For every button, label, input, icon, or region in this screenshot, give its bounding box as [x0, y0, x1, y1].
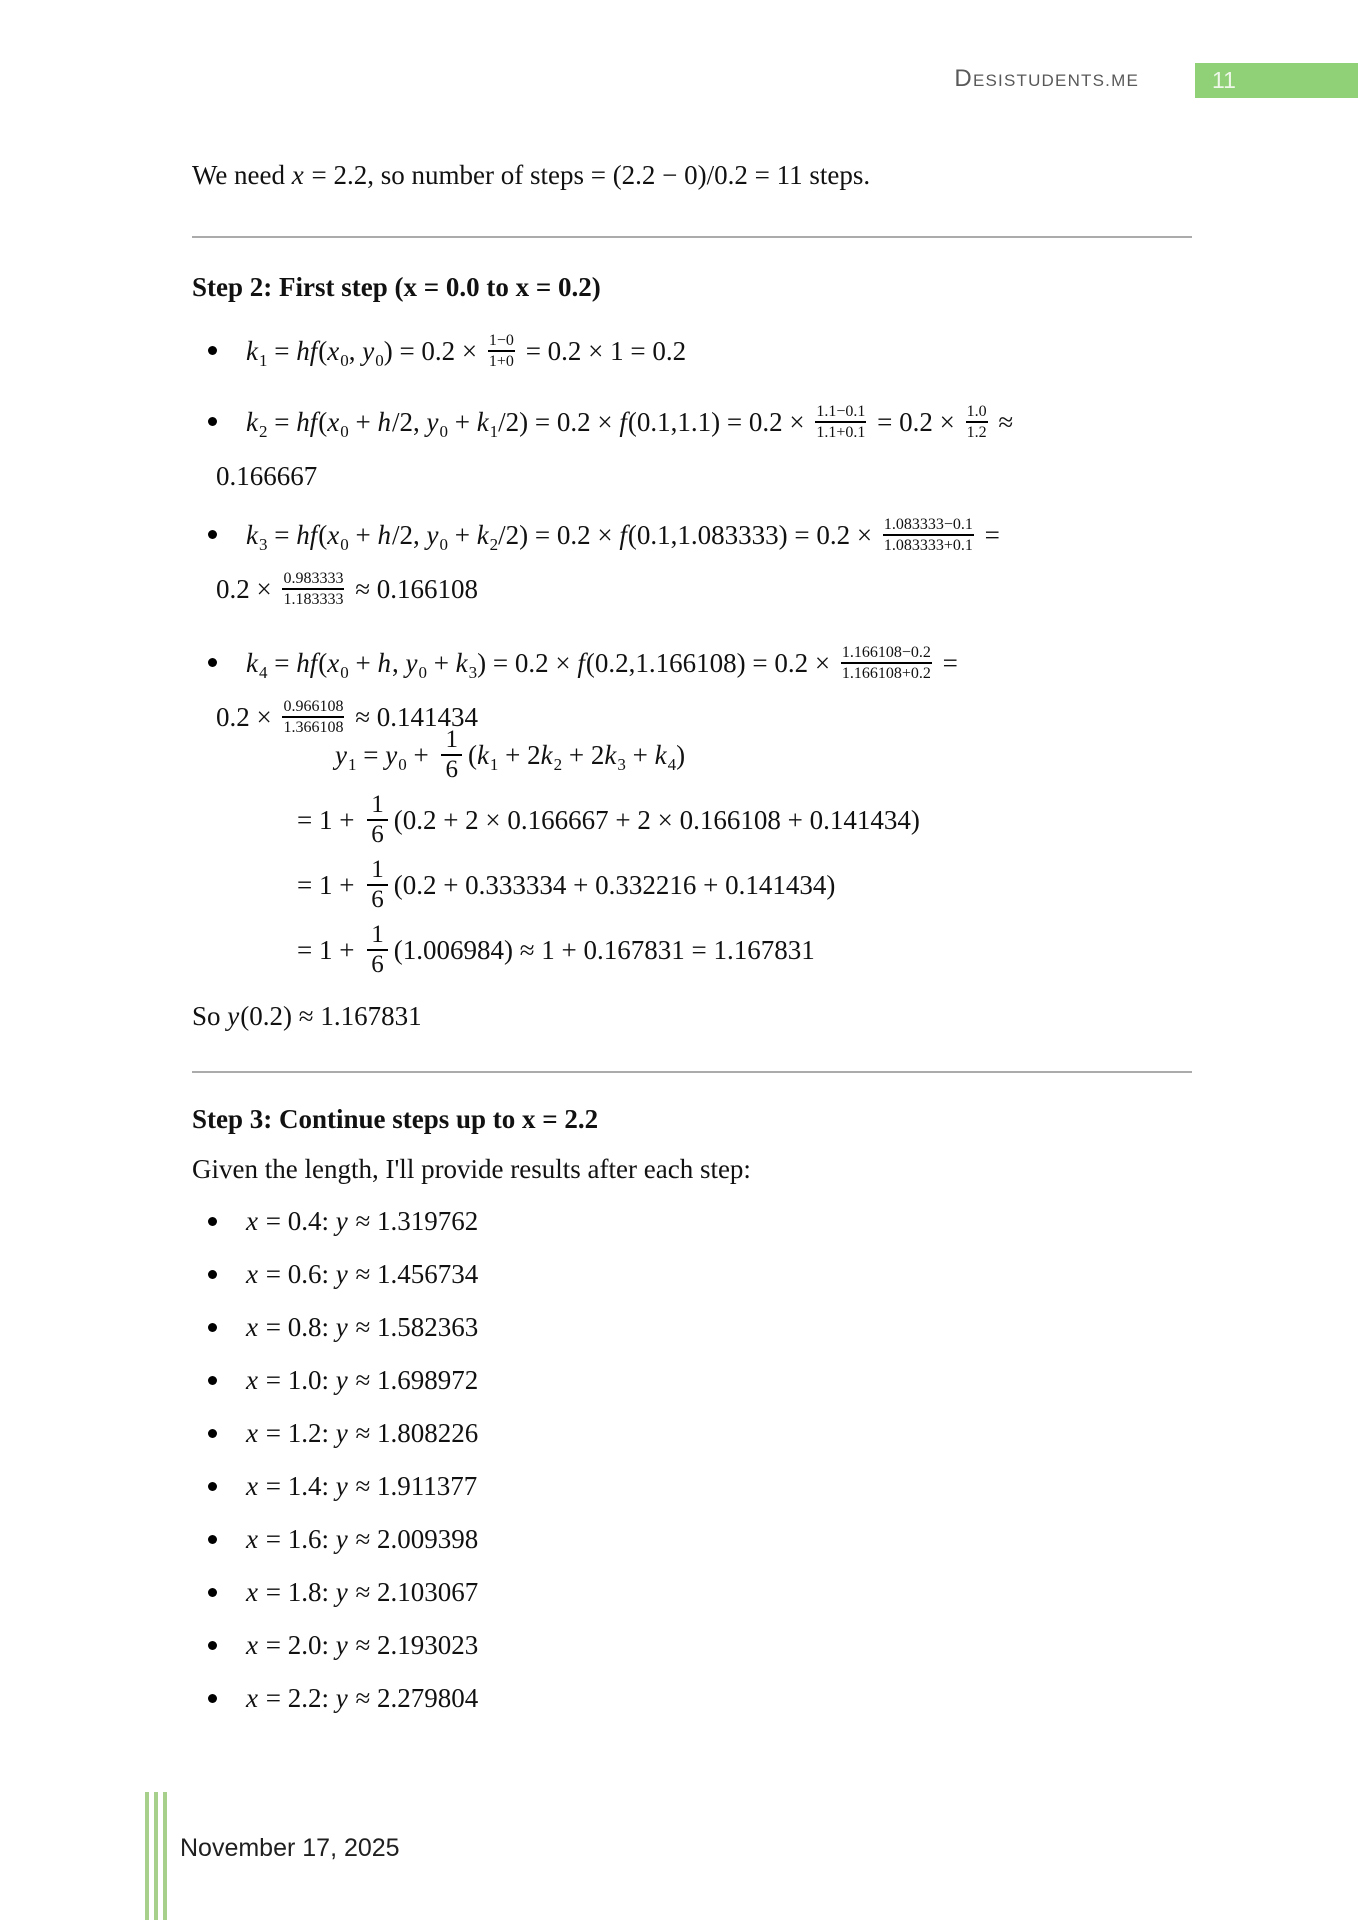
math-variable: x: [246, 1524, 258, 1554]
fraction-denominator: 6: [367, 819, 388, 849]
math-text: = 1.0:: [258, 1365, 336, 1395]
math-text: +: [447, 407, 477, 437]
math-variable: y: [335, 1312, 348, 1342]
math-subscript: 3: [468, 662, 478, 682]
math-text: (0.2 + 2 × 0.166667 + 2 × 0.166108 + 0.141434): [393, 805, 920, 835]
fraction-denominator: 1.2: [966, 421, 988, 442]
fraction: [282, 569, 344, 609]
formula-line: [246, 513, 1252, 567]
math-variable: x: [246, 1259, 258, 1289]
math-text: ≈ 2.279804: [348, 1683, 479, 1713]
math-text: ,: [348, 336, 363, 366]
math-variable: k: [604, 740, 617, 770]
math-text: ≈ 1.911377: [348, 1471, 478, 1501]
bullet-dot: [208, 1641, 217, 1650]
math-variable: hf: [296, 336, 318, 366]
math-variable: f: [577, 647, 585, 678]
math-variable: hf: [296, 407, 318, 437]
math-text: (0.1,1.083333) = 0.2 ×: [627, 520, 879, 550]
math-subscript: 2: [489, 535, 499, 554]
math-text: ≈ 0.166108: [348, 574, 479, 604]
math-text: /2) = 0.2 ×: [498, 520, 620, 550]
math-text: =: [267, 520, 297, 550]
math-variable: f: [619, 407, 627, 437]
math-variable: y: [335, 1418, 348, 1448]
math-text: =: [977, 520, 1000, 550]
fraction-numerator: 1.166108−0.2: [841, 643, 931, 661]
math-variable: k: [476, 520, 489, 550]
math-text: = 1.8:: [258, 1577, 336, 1607]
fraction: [367, 791, 388, 848]
math-text: ≈ 1.582363: [348, 1312, 479, 1342]
result-list-item: [192, 1258, 478, 1291]
fraction: [367, 921, 388, 978]
fraction: [883, 515, 974, 555]
math-text: /2,: [391, 407, 427, 437]
bullet-dot: [208, 417, 217, 426]
fraction-denominator: 1.366108: [282, 716, 344, 737]
math-text: +: [426, 647, 456, 678]
math-variable: y: [335, 1630, 348, 1660]
formula-line: [216, 454, 1252, 498]
math-variable: x: [246, 1683, 258, 1713]
result-list-item: [192, 1364, 478, 1397]
math-text: (: [318, 647, 328, 678]
fraction-denominator: 1+0: [488, 350, 515, 371]
math-text: = 0.2 ×: [870, 407, 962, 437]
math-text: (0.1,1.1) = 0.2 ×: [627, 407, 812, 437]
result-list-item: [192, 1311, 478, 1344]
math-variable: hf: [296, 647, 318, 678]
fraction-denominator: 6: [367, 884, 388, 914]
math-text: +: [406, 740, 436, 770]
math-text: =: [267, 336, 297, 366]
math-variable: k: [246, 647, 258, 678]
math-subscript: 1: [489, 755, 499, 774]
math-variable: f: [619, 520, 627, 550]
bullet-dot: [208, 1429, 217, 1438]
result-list-item: [192, 1470, 478, 1503]
math-subscript: 0: [340, 662, 349, 682]
fraction: [841, 643, 932, 683]
math-text: =: [267, 647, 297, 678]
math-text: 0.166667: [216, 461, 318, 491]
math-text: = 0.8:: [258, 1312, 336, 1342]
bullet-dot: [208, 346, 217, 355]
math-text: (: [467, 740, 477, 770]
section-divider: [192, 1071, 1192, 1073]
equation-block: [297, 723, 920, 983]
site-name: DESISTUDENTS.ME: [954, 65, 1139, 92]
math-subscript: 0: [439, 535, 448, 554]
math-text: (: [318, 407, 328, 437]
fraction-numerator: 1.0: [966, 402, 987, 420]
math-variable: k: [476, 740, 489, 770]
math-text: ≈: [991, 407, 1014, 437]
math-text: = 1.4:: [258, 1471, 336, 1501]
math-variable: x: [246, 1418, 258, 1448]
math-text: ≈ 1.808226: [348, 1418, 479, 1448]
fraction-numerator: 1: [371, 791, 384, 819]
step3-heading: Step 3: Continue steps up to x = 2.2: [192, 1104, 599, 1134]
math-variable: y: [335, 1206, 348, 1236]
fraction-numerator: 1.1−0.1: [816, 402, 866, 420]
formula-line: [246, 641, 1252, 695]
step2-formula-list: [192, 329, 1252, 740]
math-subscript: 1: [347, 755, 357, 774]
math-text: (0.2 + 0.333334 + 0.332216 + 0.141434): [393, 870, 836, 900]
math-variable: y: [362, 336, 375, 366]
fraction: [488, 331, 515, 371]
math-variable: y: [335, 1471, 348, 1501]
result-list-item: [192, 1576, 478, 1609]
math-variable: x: [327, 407, 340, 437]
math-text: ≈ 1.698972: [348, 1365, 479, 1395]
bullet-dot: [208, 1482, 217, 1491]
math-text: + 2: [498, 740, 541, 770]
math-variable: y: [335, 1259, 348, 1289]
math-variable: k: [246, 336, 258, 366]
math-text: We need: [192, 160, 292, 190]
bullet-dot: [208, 1217, 217, 1226]
math-variable: x: [327, 336, 340, 366]
math-text: 0.2 ×: [216, 574, 279, 604]
fraction-numerator: 1−0: [488, 331, 514, 349]
bullet-dot: [208, 1270, 217, 1279]
math-text: = 1 +: [297, 870, 362, 900]
math-text: ≈ 2.193023: [348, 1630, 479, 1660]
math-variable: k: [654, 740, 667, 770]
math-variable: y: [385, 740, 398, 770]
green-line: [163, 1792, 167, 1920]
math-text: =: [267, 407, 297, 437]
math-text: = 1.2:: [258, 1418, 336, 1448]
bullet-dot: [208, 1323, 217, 1332]
math-variable: x: [246, 1312, 258, 1342]
math-text: = 2.2:: [258, 1683, 336, 1713]
math-text: /2) = 0.2 ×: [498, 407, 620, 437]
math-variable: x: [246, 1471, 258, 1501]
math-variable: k: [455, 647, 468, 678]
math-subscript: 3: [258, 535, 268, 554]
math-text: ,: [391, 647, 406, 678]
math-text: ) = 0.2 ×: [477, 647, 578, 678]
math-variable: y: [405, 647, 418, 678]
math-text: = 2.2, so number of steps = (2.2 − 0)/0.2 = 11 steps.: [304, 160, 871, 190]
math-subscript: 1: [489, 422, 499, 441]
footer-date: November 17, 2025: [180, 1834, 400, 1862]
math-text: (1.006984) ≈ 1 + 0.167831 = 1.167831: [393, 935, 815, 965]
step2-result-line: [192, 999, 422, 1033]
math-text: ≈ 1.319762: [348, 1206, 479, 1236]
fraction-numerator: 1.083333−0.1: [883, 515, 973, 533]
fraction-numerator: 1: [445, 726, 458, 754]
formula-line: [246, 400, 1252, 454]
equation-line: [297, 853, 920, 918]
fraction-numerator: 0.966108: [283, 697, 344, 715]
bullet-dot: [208, 1694, 217, 1703]
math-variable: y: [335, 740, 347, 770]
math-variable: h: [377, 407, 391, 437]
math-variable: h: [377, 520, 391, 550]
math-text: ≈ 1.456734: [348, 1259, 479, 1289]
math-variable: h: [377, 647, 391, 678]
fraction: [966, 402, 988, 442]
math-text: /2,: [391, 520, 427, 550]
math-text: +: [447, 520, 477, 550]
math-text: ≈ 2.103067: [348, 1577, 479, 1607]
green-line: [145, 1792, 149, 1920]
math-variable: x: [246, 1630, 258, 1660]
math-subscript: 2: [553, 755, 563, 774]
equation-line: [297, 788, 920, 853]
fraction-numerator: 1: [371, 856, 384, 884]
result-list-item: [192, 1417, 478, 1450]
math-text: ≈ 2.009398: [348, 1524, 479, 1554]
math-variable: k: [246, 407, 258, 437]
math-text: ): [676, 740, 686, 770]
bullet-dot: [208, 1588, 217, 1597]
step2-heading: Step 2: First step (x = 0.0 to x = 0.2): [192, 272, 601, 302]
math-subscript: 4: [667, 755, 677, 774]
math-variable: y: [335, 1683, 348, 1713]
math-text: =: [935, 647, 958, 678]
formula-line: [246, 329, 1252, 383]
math-text: ≈ 0.141434: [348, 701, 479, 732]
formula-list-item: [192, 400, 1252, 498]
math-variable: y: [335, 1524, 348, 1554]
bullet-dot: [208, 530, 217, 539]
math-variable: x: [246, 1577, 258, 1607]
math-text: = 0.2 × 1 = 0.2: [518, 336, 687, 366]
formula-line: [216, 567, 1252, 612]
math-text: = 1.6:: [258, 1524, 336, 1554]
math-variable: y: [335, 1365, 348, 1395]
math-subscript: 0: [439, 422, 448, 441]
math-variable: x: [246, 1365, 258, 1395]
math-subscript: 2: [258, 422, 268, 441]
math-variable: y: [227, 1001, 240, 1031]
bullet-dot: [208, 658, 217, 667]
math-subscript: 0: [375, 351, 384, 370]
section-divider: [192, 236, 1192, 238]
math-variable: k: [246, 520, 258, 550]
equation-line: [297, 918, 920, 983]
fraction-denominator: 1.083333+0.1: [883, 534, 974, 555]
math-variable: hf: [296, 520, 318, 550]
math-text: +: [348, 520, 378, 550]
math-variable: x: [291, 160, 304, 190]
math-text: (: [318, 336, 328, 366]
result-list-item: [192, 1205, 478, 1238]
fraction: [441, 726, 462, 783]
math-text: = 0.4:: [258, 1206, 336, 1236]
page-header: [0, 62, 1358, 98]
math-subscript: 4: [258, 662, 268, 682]
math-text: (0.2,1.166108) = 0.2 ×: [585, 647, 837, 678]
math-text: ) = 0.2 ×: [383, 336, 484, 366]
page-number-badge: 11: [1195, 63, 1358, 98]
bullet-dot: [208, 1376, 217, 1385]
math-text: = 1 +: [297, 805, 362, 835]
formula-list-item: [192, 329, 1252, 383]
math-variable: x: [246, 1206, 258, 1236]
math-text: +: [625, 740, 655, 770]
math-subscript: 0: [340, 351, 349, 370]
math-subscript: 0: [398, 755, 407, 774]
math-text: = 2.0:: [258, 1630, 336, 1660]
fraction: [367, 856, 388, 913]
math-subscript: 0: [340, 422, 349, 441]
math-text: +: [348, 647, 378, 678]
fraction-denominator: 6: [367, 949, 388, 979]
bullet-dot: [208, 1535, 217, 1544]
fraction-denominator: 1.1+0.1: [815, 421, 866, 442]
math-text: = 1 +: [297, 935, 362, 965]
math-text: + 2: [562, 740, 605, 770]
math-variable: y: [426, 407, 439, 437]
step3-intro-line: Given the length, I'll provide results after each step:: [192, 1154, 751, 1184]
fraction-numerator: 1: [371, 921, 384, 949]
fraction-denominator: 1.166108+0.2: [841, 662, 932, 683]
result-list-item: [192, 1682, 478, 1715]
decorative-green-lines: [145, 1792, 167, 1920]
equation-line: [297, 723, 920, 788]
math-subscript: 0: [340, 535, 349, 554]
fraction: [815, 402, 866, 442]
fraction-denominator: 1.183333: [282, 588, 344, 609]
step3-results-list: [192, 1205, 478, 1735]
math-variable: k: [540, 740, 553, 770]
math-subscript: 3: [617, 755, 626, 774]
math-text: 0.2 ×: [216, 701, 279, 732]
math-variable: y: [426, 520, 439, 550]
math-text: So: [192, 1001, 228, 1031]
fraction-denominator: 6: [441, 754, 462, 784]
math-text: (0.2) ≈ 1.167831: [240, 1001, 422, 1031]
math-text: +: [348, 407, 378, 437]
math-variable: x: [327, 520, 340, 550]
formula-list-item: [192, 513, 1252, 612]
result-list-item: [192, 1629, 478, 1662]
fraction-numerator: 0.983333: [283, 569, 344, 587]
math-variable: y: [335, 1577, 348, 1607]
math-text: (: [318, 520, 328, 550]
math-subscript: 1: [258, 351, 268, 370]
intro-line: [192, 158, 870, 192]
math-text: =: [356, 740, 386, 770]
math-variable: x: [327, 647, 340, 678]
green-line: [154, 1792, 158, 1920]
math-variable: k: [476, 407, 489, 437]
result-list-item: [192, 1523, 478, 1556]
math-text: = 0.6:: [258, 1259, 336, 1289]
math-subscript: 0: [418, 662, 427, 682]
